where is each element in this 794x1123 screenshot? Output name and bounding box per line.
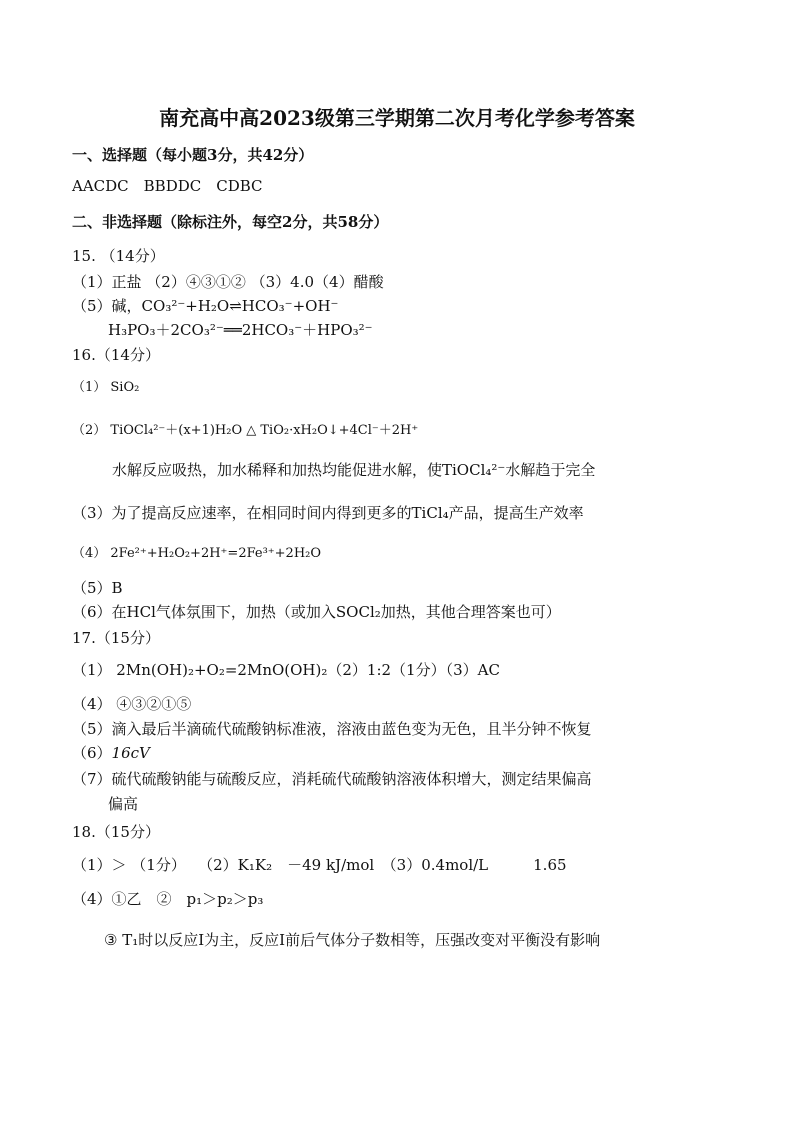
q17-line2: （4） ④③②①⑤: [72, 695, 192, 713]
q18-line2: （4）①乙 ② p₁＞p₂＞p₃: [72, 890, 264, 908]
q16-header: 16.（14分）: [72, 346, 160, 364]
q15-header: 15. （14分）: [72, 247, 165, 265]
q16-line2: （2） TiOCl₄²⁻＋(x+1)H₂O △ TiO₂·xH₂O↓+4Cl⁻＋2H⁺: [72, 423, 419, 438]
q16-line4: （3）为了提高反应速率，在相同时间内得到更多的TiCl₄产品，提高生产效率: [72, 504, 584, 522]
q15-line2: （5）碱，CO₃²⁻+H₂O⇌HCO₃⁻+OH⁻: [72, 297, 339, 315]
q16-line3: 水解反应吸热，加水稀释和加热均能促进水解，使TiOCl₄²⁻水解趋于完全: [112, 461, 596, 479]
q17-line5: （7）硫代硫酸钠能与硫酸反应，消耗硫代硫酸钠溶液体积增大，测定结果偏高: [72, 770, 592, 788]
q17-line1: （1） 2Mn(OH)₂+O₂=2MnO(OH)₂（2）1:2（1分）（3）AC: [72, 661, 500, 679]
section2-heading: 二、非选择题（除标注外，每空2分，共58分）: [72, 213, 389, 231]
q15-line1: （1）正盐 （2）④③①② （3）4.0（4）醋酸: [72, 273, 384, 291]
section1-heading: 一、选择题（每小题3分，共42分）: [72, 146, 314, 164]
q17-line4-prefix: （6）: [72, 744, 112, 762]
q15-line3: H₃PO₃＋2CO₃²⁻══2HCO₃⁻＋HPO₃²⁻: [108, 321, 373, 339]
q18-line3: ③ T₁时以反应Ⅰ为主，反应Ⅰ前后气体分子数相等，压强改变对平衡没有影响: [104, 931, 601, 949]
q17-line4-value: 16cV: [111, 744, 150, 762]
q18-line1: （1）＞ （1分） （2）K₁K₂ －49 kJ/mol （3）0.4mol/L 1.65: [72, 856, 567, 874]
q17-header: 17.（15分）: [72, 629, 160, 647]
q17-line4: [72, 743, 150, 763]
q17-line6: 偏高: [108, 795, 139, 813]
q16-line7: （6）在HCl气体氛围下，加热（或加入SOCl₂加热，其他合理答案也可）: [72, 603, 561, 621]
q16-line1: （1） SiO₂: [72, 380, 140, 395]
q16-line6: （5）B: [72, 579, 123, 597]
choice-answers: AACDC BBDDC CDBC: [72, 177, 263, 195]
q18-header: 18.（15分）: [72, 823, 160, 841]
q17-line3: （5）滴入最后半滴硫代硫酸钠标准液，溶液由蓝色变为无色，且半分钟不恢复: [72, 720, 592, 738]
q16-line5: （4） 2Fe²⁺+H₂O₂+2H⁺=2Fe³⁺+2H₂O: [72, 546, 322, 561]
page-title: 南充高中高2023级第三学期第二次月考化学参考答案: [159, 106, 635, 130]
